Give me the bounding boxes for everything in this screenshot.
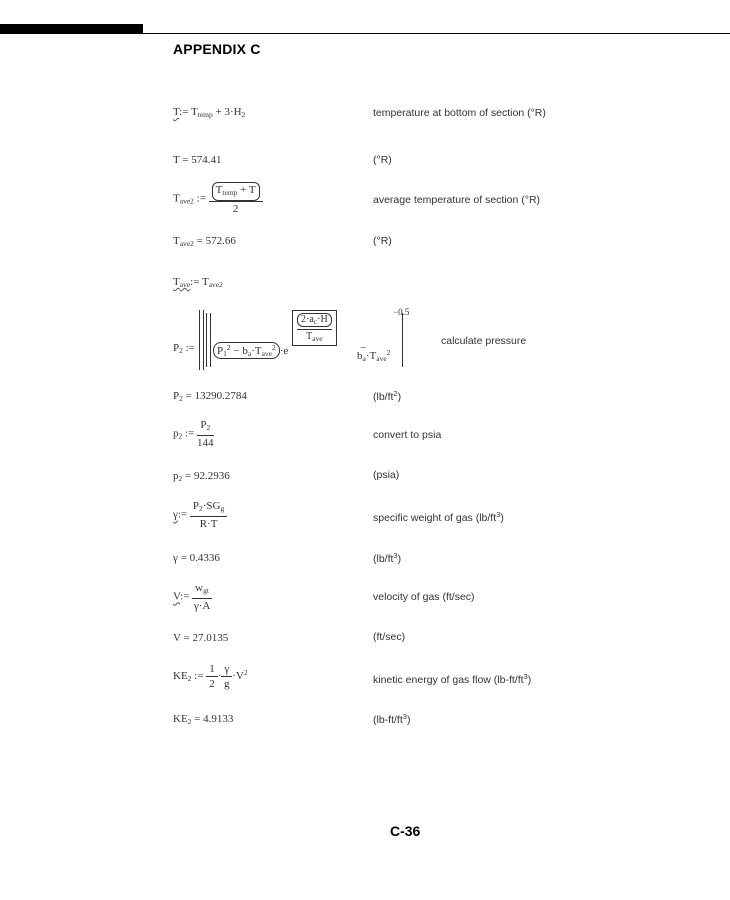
eq4-value: = 572.66: [196, 235, 236, 247]
eq4-lhs-sub: ave2: [179, 239, 194, 248]
equation-assign-tave: [173, 276, 223, 289]
eq9-lhs: p: [173, 470, 179, 482]
eq6-tail-b: b: [357, 350, 363, 362]
eq6-exp-den: T: [306, 331, 313, 342]
eq14-tail-sup: 2: [243, 668, 248, 678]
eq8-fraction: [197, 418, 214, 450]
eq6-e: ·e: [279, 345, 289, 357]
eq12-op: :=: [180, 590, 190, 603]
eq6-paren: [213, 342, 280, 359]
eq14-tail: ·V: [232, 670, 244, 683]
equation-kinetic-energy: $KE_2$ := $\frac{1}{2}$ · $\frac{\gamma}{g}$ $\cdot V^2$: [173, 663, 248, 690]
eq6-exp-num-sub: c: [313, 317, 318, 326]
eq7-units-sup: 2: [393, 389, 398, 398]
equation-velocity: [173, 581, 212, 613]
eq14-fraction-half: [206, 662, 218, 691]
eq6-tail-t: ·T: [365, 350, 377, 362]
eq9-value: = 92.2936: [185, 470, 230, 482]
eq11-units-sup: 3: [393, 551, 398, 560]
eq15-value: = 4.9133: [194, 713, 234, 725]
eq10-num-b-sub: g: [220, 504, 225, 513]
result-average-temperature: [173, 235, 236, 248]
eq10-desc-a: specific weight of gas (lb/ft: [373, 512, 497, 524]
eq6-lhs-sub: 2: [179, 346, 183, 355]
eq6-bracket-right: [400, 313, 403, 367]
eq10-op: :=: [177, 508, 188, 521]
eq11-units-b: ): [397, 553, 402, 565]
eq6-exp-paren: [297, 313, 332, 327]
eq12-num-sub: gt: [203, 586, 209, 595]
eq7-units-b: ): [397, 391, 402, 403]
eq6-outer-bracket-left: [199, 310, 204, 370]
eq6-lhs-group: [173, 342, 195, 355]
eq6-power: −0.5: [393, 307, 410, 317]
eq15-units: [373, 712, 410, 726]
result-specific-weight: γ = 0.4336: [173, 552, 220, 564]
eq12-lhs: V: [173, 590, 181, 603]
eq10-desc-sup: 3: [496, 510, 501, 519]
eq10-num-a: P: [192, 500, 200, 512]
header-rule: [143, 33, 730, 34]
eq5-rhs-sub: ave2: [208, 280, 223, 289]
eq8-den: 144: [197, 437, 214, 449]
eq6-tail-term: [357, 348, 390, 363]
eq6-t-sub: ave: [261, 349, 272, 358]
eq9-lhs-sub: 2: [178, 474, 183, 483]
eq2-units: (°R): [373, 154, 392, 166]
eq14-f1-den: 2: [209, 678, 215, 690]
eq8-lhs-sub: 2: [178, 431, 183, 441]
eq14-fraction-gamma: [221, 662, 232, 691]
eq10-num-a-sub: 2: [199, 504, 203, 513]
result-temperature: T = 574.41: [173, 154, 222, 166]
eq7-value: = 13290.2784: [185, 390, 247, 402]
eq6-power-value: 0.5: [398, 307, 410, 317]
eq6-p1: P: [217, 345, 224, 357]
eq11-units-a: (lb/ft: [373, 553, 394, 565]
eq5-op: :=: [190, 276, 200, 288]
eq3-den: 2: [232, 203, 239, 215]
eq8-op: :=: [185, 427, 195, 440]
eq11-units: [373, 551, 401, 565]
eq6-p1-sup: 2: [226, 343, 231, 352]
eq14-lhs: KE: [173, 670, 188, 683]
eq1-rhs-b: + 3·H: [215, 106, 242, 118]
eq14-f1-num: 1: [206, 662, 218, 677]
equation-pressure: [213, 342, 288, 359]
eq13-units: (ft/sec): [373, 631, 406, 643]
eq1-lhs: T: [173, 106, 180, 118]
eq14-description: [373, 672, 531, 686]
page-number: C-36: [390, 823, 421, 839]
eq12-description: velocity of gas (ft/sec): [373, 591, 475, 603]
eq14-desc-b: ): [527, 674, 532, 686]
eq6-p1-sub: 1: [223, 349, 227, 358]
eq6-lhs: P: [173, 342, 180, 354]
eq14-op: :=: [194, 670, 204, 683]
eq6-tail-sup: 2: [386, 348, 391, 357]
eq6-tail-b-sub: a: [362, 354, 366, 363]
eq10-lhs: γ: [173, 508, 178, 521]
eq3-op: :=: [196, 192, 206, 205]
eq14-desc-a: kinetic energy of gas flow (lb-ft/ft: [373, 674, 524, 686]
eq5-lhs: T: [173, 276, 180, 288]
eq8-lhs: p: [173, 427, 179, 440]
eq7-lhs-sub: 2: [179, 394, 183, 403]
eq5-lhs-sub: ave: [179, 280, 191, 289]
eq10-desc-b: ): [500, 512, 504, 524]
eq1-rhs-a-sub: temp: [197, 110, 213, 119]
eq15-units-b: ): [406, 714, 411, 726]
eq1-description: temperature at bottom of section (°R): [373, 107, 546, 119]
result-pressure: [173, 390, 247, 403]
eq6-op: :=: [185, 342, 195, 354]
result-psia: [173, 470, 230, 483]
eq3-num-a-sub: temp: [222, 188, 238, 197]
eq6-description: calculate pressure: [441, 335, 527, 347]
eq3-num-b: + T: [240, 184, 256, 196]
eq8-description: convert to psia: [373, 429, 442, 441]
eq5-rhs: T: [201, 276, 209, 288]
equation-convert-psia: [173, 418, 214, 450]
eq3-paren: [212, 182, 260, 201]
eq6-t: ·T: [251, 345, 262, 357]
eq9-units: (psia): [373, 469, 400, 481]
eq6-exp-den-sub: ave: [312, 334, 323, 343]
eq4-lhs: T: [173, 235, 180, 247]
eq14-f2-num: γ: [221, 662, 232, 677]
eq7-units: [373, 389, 401, 403]
eq10-num-b: ·SG: [202, 500, 221, 512]
eq6-minus2: −: [360, 342, 367, 354]
eq6-minus-b: − b: [233, 345, 248, 357]
eq1-op: :=: [179, 106, 189, 118]
equation-temperature-bottom: [173, 106, 245, 119]
eq6-t-sup: 2: [272, 343, 276, 352]
eq1-rhs-b-sub: 2: [241, 110, 246, 119]
eq3-num-a: T: [215, 184, 223, 196]
eq14-f2-den: g: [224, 678, 230, 690]
eq12-den: γ·A: [193, 600, 211, 612]
eq8-num: P: [200, 419, 207, 431]
equation-specific-weight: [173, 499, 227, 531]
eq6-inner-bracket-left: [206, 313, 211, 367]
eq6-tail-t-sub: ave: [376, 354, 387, 363]
eq7-units-a: (lb/ft: [373, 391, 394, 403]
eq15-units-a: (lb-ft/ft: [373, 714, 403, 726]
eq12-fraction: [192, 581, 212, 613]
eq10-den: R·T: [199, 518, 218, 530]
eq14-lhs-sub: 2: [187, 674, 192, 684]
equation-average-temperature: [173, 182, 263, 216]
eq3-description: average temperature of section (°R): [373, 194, 541, 206]
eq3-lhs: T: [173, 192, 180, 205]
eq6-exponent: [292, 310, 337, 346]
eq12-num: w: [195, 582, 204, 594]
eq15-units-sup: 3: [402, 712, 407, 721]
eq3-fraction: [209, 182, 263, 216]
appendix-title: APPENDIX C: [173, 41, 261, 57]
result-velocity: V = 27.0135: [173, 632, 229, 644]
eq3-lhs-sub: ave2: [179, 196, 194, 206]
result-kinetic-energy: [173, 713, 233, 726]
eq6-exp-num-b: ·H: [317, 314, 328, 325]
eq15-lhs: KE: [173, 713, 188, 725]
eq4-units: (°R): [373, 235, 392, 247]
eq10-fraction: [190, 499, 227, 531]
eq6-b-sub: a: [247, 349, 252, 358]
eq14-desc-sup: 3: [523, 672, 528, 681]
eq1-rhs-a: T: [191, 106, 198, 118]
eq10-description: [373, 510, 504, 524]
header-black-bar: [0, 24, 143, 34]
eq15-lhs-sub: 2: [187, 717, 192, 726]
eq6-exp-num: 2·a: [301, 314, 314, 325]
eq7-lhs: P: [173, 390, 180, 402]
eq8-num-sub: 2: [206, 423, 211, 432]
